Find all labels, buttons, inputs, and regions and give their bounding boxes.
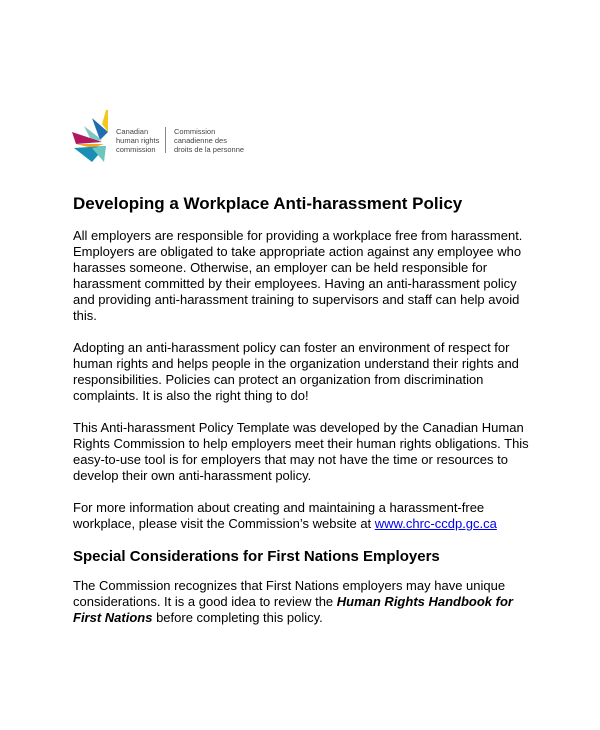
logo-line: droits de la personne — [174, 145, 245, 154]
section-text: The Commission recognizes that First Nations employers may have unique considerations. It is a good idea to review the — [73, 578, 506, 609]
section-heading: Special Considerations for First Nations Employers — [73, 548, 440, 565]
website-link[interactable]: www.chrc-ccdp.gc.ca — [374, 516, 497, 531]
section-text: before completing this policy. — [152, 610, 323, 625]
logo-line: commission — [116, 145, 156, 154]
paragraph: Adopting an anti-harassment policy can foster an environment of respect for human rights and helps people in the organization understand their rights and responsibilities. Policies can protect an organization from discrimination complaints. It is also the right thing to do! — [73, 340, 519, 403]
logo-line: Commission — [174, 127, 216, 136]
chrc-logo-icon — [72, 110, 108, 164]
logo-text-english — [116, 127, 159, 154]
logo-text-french — [174, 127, 244, 154]
paragraph: This Anti-harassment Policy Template was developed by the Canadian Human Rights Commission to help employers meet their human rights obligations. This easy-to-use tool is for employers that may not have the time or resources to develop their own anti-harassment policy. — [73, 420, 529, 483]
more-info-text: For more information about creating and maintaining a harassment-free workplace, please visit the Commission’s website at — [73, 500, 485, 531]
section-paragraph — [73, 578, 533, 626]
paragraph: All employers are responsible for providing a workplace free from harassment. Employers are obligated to take appropriate action against any employee who harasses someone. Otherwise, an employer can be held responsible for harassment committed by their employees. Having an anti-harassment policy and providing anti-harassment training to supervisors and staff can help avoid this. — [73, 228, 523, 323]
handbook-title: Human Rights Handbook for First Nations — [73, 594, 513, 625]
logo-divider — [165, 127, 166, 153]
logo-line: human rights — [116, 136, 160, 145]
logo-line: canadienne des — [174, 136, 227, 145]
logo-line: Canadian — [116, 127, 149, 136]
more-info-paragraph — [73, 500, 533, 532]
page-title: Developing a Workplace Anti-harassment Policy — [73, 194, 463, 213]
document-body — [73, 194, 533, 642]
